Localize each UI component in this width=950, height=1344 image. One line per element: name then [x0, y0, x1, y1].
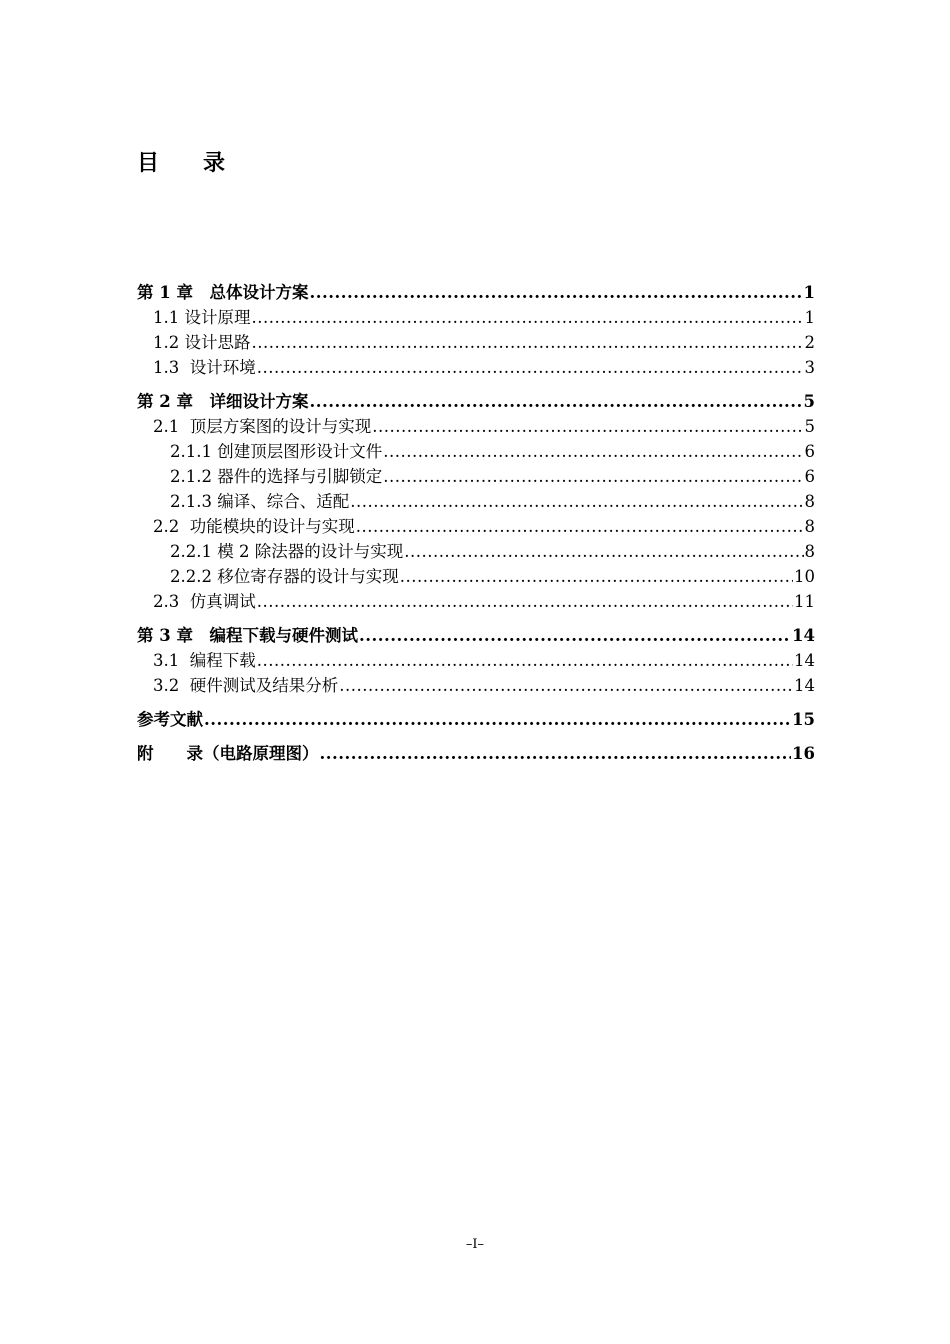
toc-dot-leader — [359, 623, 791, 648]
toc-entry-level-3[interactable] — [137, 489, 815, 514]
toc-entry-page: 5 — [804, 417, 815, 436]
toc-entry-label: 2.1 顶层方案图的设计与实现 — [153, 417, 372, 436]
toc-dot-leader — [400, 564, 793, 589]
toc-entry-page: 3 — [804, 358, 815, 377]
toc-entry-level-2[interactable] — [137, 330, 815, 355]
toc-entry-label: 3.1 编程下载 — [153, 651, 256, 670]
toc-entry-label: 2.1.3 编译、综合、适配 — [170, 492, 350, 511]
toc-entry-level-1[interactable] — [137, 389, 815, 414]
toc-entry-level-1[interactable] — [137, 280, 815, 305]
toc-entry-page: 10 — [794, 567, 815, 586]
toc-entry-level-3[interactable] — [137, 564, 815, 589]
toc-entry-page: 1 — [804, 308, 815, 327]
toc-dot-leader — [320, 741, 792, 766]
toc-entry-label: 第 1 章 总体设计方案 — [137, 283, 309, 302]
toc-entry-label: 1.2 设计思路 — [153, 333, 251, 352]
toc-dot-leader — [339, 673, 793, 698]
toc-entry-page: 6 — [804, 467, 815, 486]
table-of-contents — [137, 280, 815, 766]
toc-entry-level-1[interactable] — [137, 707, 815, 732]
toc-entry-page: 2 — [804, 333, 815, 352]
toc-entry-level-1[interactable] — [137, 741, 815, 766]
toc-entry-page: 16 — [792, 744, 815, 763]
toc-entry-page: 8 — [804, 517, 815, 536]
toc-entry-page: 15 — [792, 710, 815, 729]
toc-entry-label: 1.1 设计原理 — [153, 308, 251, 327]
toc-dot-leader — [356, 514, 804, 539]
toc-dot-leader — [309, 389, 802, 414]
toc-entry-level-3[interactable] — [137, 439, 815, 464]
toc-entry-label: 2.1.2 器件的选择与引脚锁定 — [170, 467, 383, 486]
toc-entry-page: 1 — [803, 283, 815, 302]
toc-entry-page: 8 — [804, 492, 815, 511]
toc-entry-label: 附 录（电路原理图） — [137, 744, 319, 763]
toc-dot-leader — [383, 464, 803, 489]
toc-dot-leader — [309, 280, 802, 305]
toc-entry-page: 6 — [804, 442, 815, 461]
toc-entry-level-2[interactable] — [137, 589, 815, 614]
toc-entry-label: 2.1.1 创建顶层图形设计文件 — [170, 442, 383, 461]
toc-entry-label: 3.2 硬件测试及结果分析 — [153, 676, 339, 695]
toc-dot-leader — [372, 414, 803, 439]
toc-dot-leader — [257, 589, 793, 614]
toc-dot-leader — [383, 439, 803, 464]
toc-entry-level-3[interactable] — [137, 464, 815, 489]
toc-entry-label: 第 3 章 编程下载与硬件测试 — [137, 626, 358, 645]
toc-dot-leader — [204, 707, 791, 732]
toc-entry-label: 参考文献 — [137, 710, 203, 729]
toc-dot-leader — [350, 489, 803, 514]
toc-entry-level-2[interactable] — [137, 514, 815, 539]
toc-entry-level-1[interactable] — [137, 623, 815, 648]
toc-entry-level-3[interactable] — [137, 539, 815, 564]
toc-dot-leader — [252, 305, 804, 330]
toc-entry-label: 2.2 功能模块的设计与实现 — [153, 517, 355, 536]
toc-entry-label: 2.3 仿真调试 — [153, 592, 256, 611]
toc-entry-level-2[interactable] — [137, 414, 815, 439]
page-number: –I– — [465, 1237, 485, 1252]
toc-entry-label: 2.2.1 模 2 除法器的设计与实现 — [170, 542, 404, 561]
toc-entry-level-2[interactable] — [137, 305, 815, 330]
toc-entry-level-2[interactable] — [137, 355, 815, 380]
toc-entry-label: 2.2.2 移位寄存器的设计与实现 — [170, 567, 399, 586]
toc-entry-page: 5 — [803, 392, 815, 411]
toc-entry-page: 8 — [804, 542, 815, 561]
toc-entry-page: 14 — [794, 651, 815, 670]
toc-dot-leader — [252, 330, 804, 355]
toc-dot-leader — [257, 355, 804, 380]
page-title: 目 录 — [137, 150, 226, 176]
toc-entry-page: 11 — [794, 592, 815, 611]
toc-entry-page: 14 — [792, 626, 815, 645]
toc-entry-level-2[interactable] — [137, 648, 815, 673]
toc-entry-label: 第 2 章 详细设计方案 — [137, 392, 309, 411]
toc-dot-leader — [257, 648, 793, 673]
toc-dot-leader — [404, 539, 803, 564]
toc-entry-label: 1.3 设计环境 — [153, 358, 256, 377]
toc-entry-page: 14 — [794, 676, 815, 695]
toc-entry-level-2[interactable] — [137, 673, 815, 698]
